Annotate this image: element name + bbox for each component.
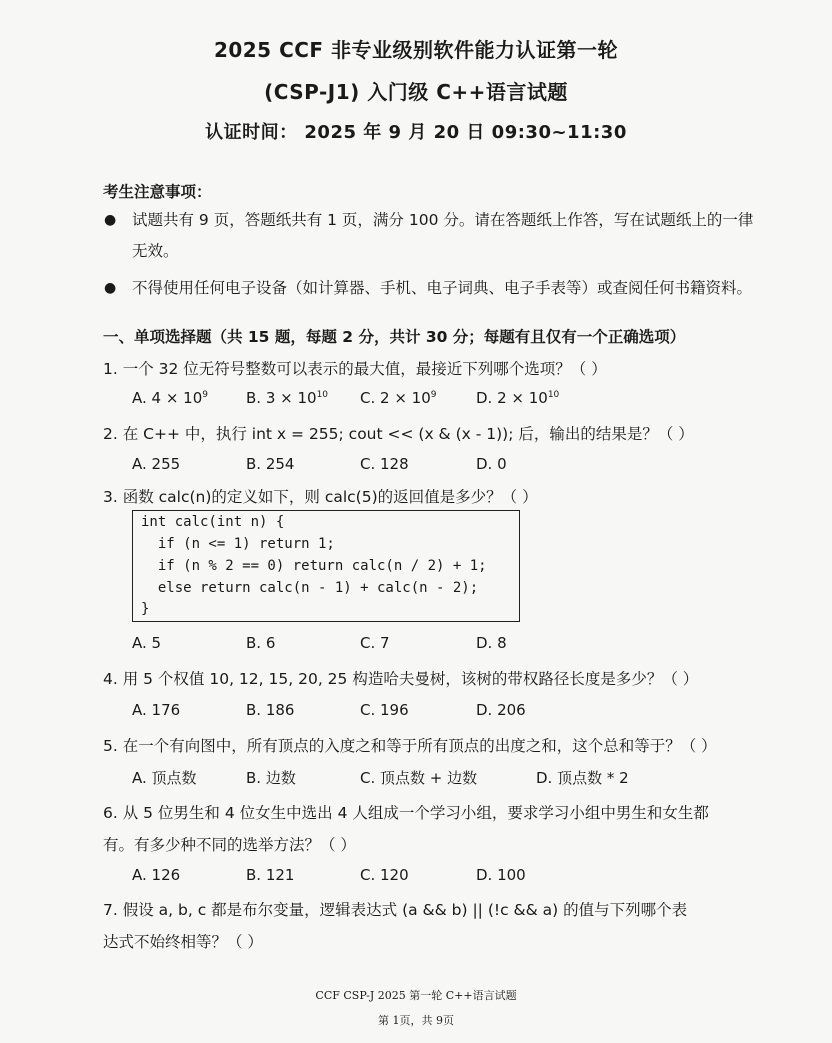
exam-title: 2025 CCF 非专业级别软件能力认证第一轮 [213, 38, 619, 62]
q2-option-b: B. 254 [246, 455, 295, 473]
q5-option-a: A. 顶点数 [132, 769, 197, 787]
notice-item-1-cont: 无效。 [132, 242, 179, 260]
question-7-stem: 7. 假设 a, b, c 都是布尔变量，逻辑表达式 (a && b) || (!c && a) 的值与下列哪个表 [103, 901, 688, 919]
q2-option-a: A. 255 [132, 455, 181, 473]
q1-option-b: B. $3 \times 10^{10}$ [246, 389, 329, 407]
q4-option-b: B. 186 [246, 701, 295, 719]
notice-item-1: 试题共有 9 页，答题纸共有 1 页，满分 100 分。请在答题纸上作答，写在试题纸上的一律 [132, 211, 754, 229]
q2-option-c: C. 128 [360, 455, 409, 473]
code-line: else return calc(n - 1) + calc(n - 2); [141, 580, 479, 596]
q2-option-d: D. 0 [476, 455, 507, 473]
code-block [132, 510, 520, 622]
q3-option-c: C. 7 [360, 634, 390, 652]
page-footer-title: CCF CSP-J 2025 第一轮 C++语言试题 [315, 989, 517, 1002]
q4-option-a: A. 176 [132, 701, 181, 719]
question-6-stem: 6. 从 5 位男生和 4 位女生中选出 4 人组成一个学习小组，要求学习小组中男生和女生都 [103, 804, 709, 822]
code-line: } [141, 601, 150, 617]
exam-time: 认证时间： 2025 年 9 月 20 日 09:30~11:30 [205, 122, 627, 143]
notice-heading: 考生注意事项： [103, 183, 212, 201]
q5-option-b: B. 边数 [246, 769, 296, 787]
q3-option-b: B. 6 [246, 634, 276, 652]
notice-item-2: 不得使用任何电子设备（如计算器、手机、电子词典、电子手表等）或查阅任何书籍资料。 [132, 279, 753, 297]
q3-option-a: A. 5 [132, 634, 162, 652]
question-5-stem: 5. 在一个有向图中，所有顶点的入度之和等于所有顶点的出度之和，这个总和等于？（ ） [103, 737, 717, 755]
q3-option-d: D. 8 [476, 634, 507, 652]
q4-option-c: C. 196 [360, 701, 409, 719]
q1-option-c: C. $2 \times 10^9$ [360, 389, 437, 407]
q4-option-d: D. 206 [476, 701, 526, 719]
question-7-stem-cont: 达式不始终相等？（ ） [103, 933, 263, 951]
code-line: int calc(int n) { [141, 514, 285, 530]
q6-option-a: A. 126 [132, 866, 181, 884]
question-3-stem: 3. 函数 calc(n)的定义如下，则 calc(5)的返回值是多少？（ ） [103, 488, 538, 506]
code-line: if (n % 2 == 0) return calc(n / 2) + 1; [141, 558, 487, 574]
question-6-stem-cont: 有。有多少种不同的选举方法？（ ） [103, 836, 356, 854]
section-heading: 一、单项选择题（共 15 题，每题 2 分，共计 30 分；每题有且仅有一个正确选项） [103, 328, 686, 346]
exam-subtitle: (CSP-J1) 入门级 C++语言试题 [264, 80, 568, 104]
q6-option-d: D. 100 [476, 866, 526, 884]
bullet-icon: ● [104, 212, 117, 228]
q5-option-c: C. 顶点数 + 边数 [360, 769, 478, 787]
q6-option-b: B. 121 [246, 866, 295, 884]
question-1-stem: 1. 一个 32 位无符号整数可以表示的最大值，最接近下列哪个选项？（ ） [103, 360, 607, 378]
question-2-stem: 2. 在 C++ 中，执行 int x = 255; cout << (x & (x - 1)); 后，输出的结果是？（ ） [103, 425, 694, 443]
question-4-stem: 4. 用 5 个权值 10, 12, 15, 20, 25 构造哈夫曼树，该树的带权路径长度是多少？（ ） [103, 670, 699, 688]
code-line: if (n <= 1) return 1; [141, 536, 335, 552]
q1-option-a: A. $4 \times 10^9$ [132, 389, 209, 407]
bullet-icon: ● [104, 280, 117, 296]
q5-option-d: D. 顶点数 * 2 [536, 769, 629, 787]
q6-option-c: C. 120 [360, 866, 409, 884]
q1-option-d: D. $2 \times 10^{10}$ [476, 389, 560, 407]
page-number: 第 1页，共 9页 [378, 1014, 454, 1027]
